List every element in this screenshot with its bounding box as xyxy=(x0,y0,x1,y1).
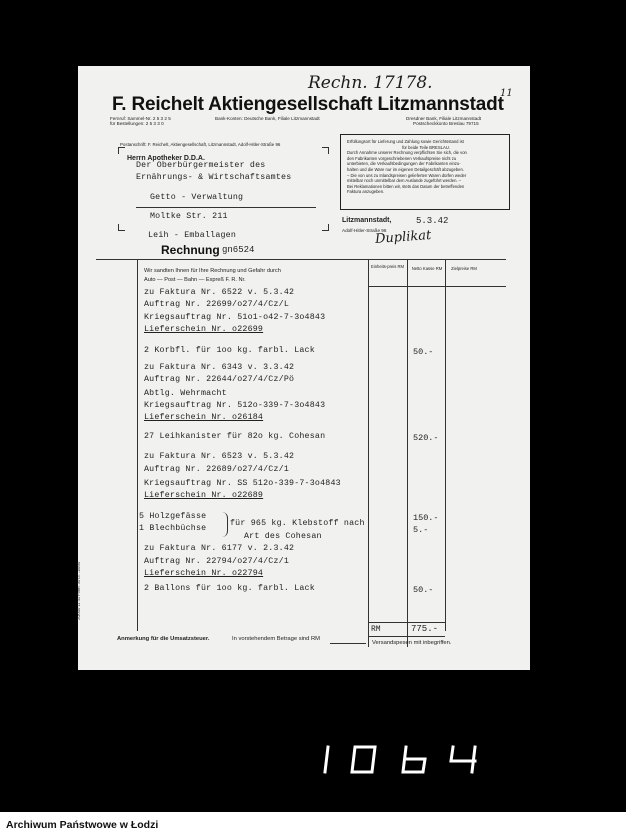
line-item-text: Auftrag Nr. 22689/o27/4/Cz/1 xyxy=(144,465,290,474)
window-corner-tl xyxy=(118,147,125,154)
col-header-unit-price: Einheits-preis RM xyxy=(370,264,405,269)
table-left-rule xyxy=(137,259,138,631)
line-item-text: Lieferschein Nr. o26184 xyxy=(144,413,264,422)
header-bottom-rule xyxy=(368,286,506,287)
line-item-text: 2 Ballons für 1oo kg. farbl. Lack xyxy=(144,584,315,593)
line-item-amount: 5.- xyxy=(413,525,429,535)
line-item-text: Auftrag Nr. 22794/o27/4/Cz/1 xyxy=(144,557,290,566)
line-item-text: Kriegsauftrag Nr. SS 512o-339-7-3o4843 xyxy=(144,479,341,488)
line-item-amount: 150.- xyxy=(413,513,439,523)
terms-line: mittelbar noch unmittelbar dem Auslande zugeführt werden. – xyxy=(347,178,462,184)
line-item-amount: 50.- xyxy=(413,585,434,595)
line-item-text: 27 Leihkanister für 82o kg. Cohesan xyxy=(144,432,326,441)
footnote-included-label: In vorstehendem Betrage sind RM xyxy=(232,636,320,642)
phone-line-1: Fernruf: Sammel-Nr. 2 5 3 2 5 xyxy=(110,116,171,121)
terms-line: Bei Reklamationen bitten wir, stets das Datum der betreffenden xyxy=(347,183,465,189)
total-bottom-rule xyxy=(368,636,445,637)
col-header-target: Zielpreise RM xyxy=(451,266,477,271)
company-letterhead-title: F. Reichelt Aktiengesellschaft Litzmannstadt xyxy=(112,94,504,115)
col-header-net: Netto Kasse RM xyxy=(411,266,443,271)
address-rule xyxy=(136,207,316,208)
recipient-line-5: Moltke Str. 211 xyxy=(150,212,228,221)
recipient-line-2: Der Oberbürgermeister des xyxy=(136,161,266,170)
sender-address-line: Postanschrift: F. Reichelt, Aktiengesellschaft, Litzmannstadt, Adolf-Hitler-Straße 96 xyxy=(120,142,281,147)
invoice-date: 5.3.42 xyxy=(416,216,449,226)
window-corner-bl xyxy=(118,224,125,231)
bank-accounts-right-2: Postscheckkonto Breslau 79715 xyxy=(413,121,479,126)
document-title: Rechnung xyxy=(161,243,220,257)
line-item-text: Lieferschein Nr. o22794 xyxy=(144,569,264,578)
film-number-strip xyxy=(263,717,626,802)
document-number: gn6524 xyxy=(222,245,255,255)
terms-line: den Fabrikanten vorgeschriebenen Verkaufspreise nicht zu xyxy=(347,155,457,161)
line-item-text: Lieferschein Nr. o22699 xyxy=(144,325,264,334)
line-item-text: 1 Blechbüchse xyxy=(139,524,207,533)
footnote-blank-rule xyxy=(330,643,366,644)
recipient-line-4: Getto - Verwaltung xyxy=(150,193,244,202)
line-item-text: 5 Holzgefässe xyxy=(139,512,207,521)
duplicate-handwritten-stamp: Duplikat xyxy=(374,228,432,247)
total-amount: 775.- xyxy=(411,624,439,634)
handwritten-reference-note: Rechn. 17178. xyxy=(308,73,433,93)
line-item-text: zu Faktura Nr. 6343 v. 3.3.42 xyxy=(144,363,295,372)
recipient-line-3: Ernährungs- & Wirtschaftsamtes xyxy=(136,173,292,182)
handwritten-corner-mark: 11 xyxy=(500,88,513,99)
archive-label: Archiwum Państwowe w Łodzi xyxy=(6,819,159,831)
recipient-line-6: Leih - Emballagen xyxy=(148,231,237,240)
col-rule-1 xyxy=(368,259,369,647)
total-currency: RM xyxy=(371,625,381,634)
line-item-amount: 50.- xyxy=(413,347,434,357)
group-bracket xyxy=(222,512,228,537)
terms-line: Durch Annahme unserer Rechnung verpflichten Sie sich, die von xyxy=(347,150,467,156)
footnote-tax-label: Anmerkung für die Umsatzsteuer. xyxy=(117,636,210,642)
line-item-text: Auftrag Nr. 22644/o27/4/Cz/Pö xyxy=(144,375,295,384)
table-intro-line-2: Auto — Post — Bahn — Expreß F. R. Nr. xyxy=(144,277,246,283)
terms-line: Faktura anzugeben. xyxy=(347,189,385,195)
line-item-text: Abtlg. Wehrmacht xyxy=(144,389,227,398)
archive-footer xyxy=(0,812,626,840)
phone-line-2: für Bestellungen: 2 5 3 3 0 xyxy=(110,121,164,126)
footnote-shipping-label: Versandspesen mit inbegriffen. xyxy=(372,640,452,646)
terms-line: unterbieten, die Verkaufsbedingungen der Fabrikanten einzu- xyxy=(347,161,461,167)
terms-line: Erfüllungsort für Lieferung und Zahlung sowie Gerichtsstand ist xyxy=(347,139,464,144)
form-side-print: 20/000 11 41 Form. 30 Lt. -18/30 xyxy=(76,561,81,620)
col-rule-2 xyxy=(407,259,408,647)
film-number-digits xyxy=(263,717,626,802)
terms-line: halten und die Ware nur im eigenen Detailgeschäft abzugeben. xyxy=(347,166,464,172)
company-street: Adolf-Hitler-Straße 96 xyxy=(342,228,387,233)
line-item-text: für 965 kg. Klebstoff nach xyxy=(230,519,365,528)
line-item-text: Kriegsauftrag Nr. 51o1-o42-7-3o4843 xyxy=(144,313,326,322)
line-item-text: Lieferschein Nr. o22689 xyxy=(144,491,264,500)
line-item-text: Auftrag Nr. 22699/o27/4/Cz/L xyxy=(144,300,290,309)
place-label: Litzmannstadt, xyxy=(342,217,392,224)
table-intro-line-1: Wir sandten Ihnen für Ihre Rechnung und Gefahr durch xyxy=(144,268,281,274)
bank-accounts-right-1: Dresdner Bank, Filiale Litzmannstadt xyxy=(406,116,482,121)
line-item-text: zu Faktura Nr. 6177 v. 2.3.42 xyxy=(144,544,295,553)
recipient-line-1: Herrn Apotheker D.D.A. xyxy=(127,155,205,162)
line-item-text: Art des Cohesan xyxy=(244,532,322,541)
total-top-rule xyxy=(368,622,445,623)
line-item-text: 2 Korbfl. für 1oo kg. farbl. Lack xyxy=(144,346,315,355)
terms-line: für beide Teile BRESLAU. xyxy=(402,144,450,150)
bank-accounts-left: Bank-Konten: Deutsche Bank, Filiale Litzmannstadt xyxy=(215,116,320,121)
window-corner-tr xyxy=(322,147,329,154)
line-item-text: zu Faktura Nr. 6522 v. 5.3.42 xyxy=(144,288,295,297)
terms-box xyxy=(340,134,510,210)
col-rule-3 xyxy=(445,259,446,631)
line-item-text: Kriegsauftrag Nr. 512o-339-7-3o4843 xyxy=(144,401,326,410)
window-corner-br xyxy=(322,224,329,231)
line-item-text: zu Faktura Nr. 6523 v. 5.3.42 xyxy=(144,452,295,461)
line-item-amount: 520.- xyxy=(413,433,439,443)
terms-line: – Die von uns zu Inlandspreisen gelieferten Waren dürfen weder xyxy=(347,172,467,178)
